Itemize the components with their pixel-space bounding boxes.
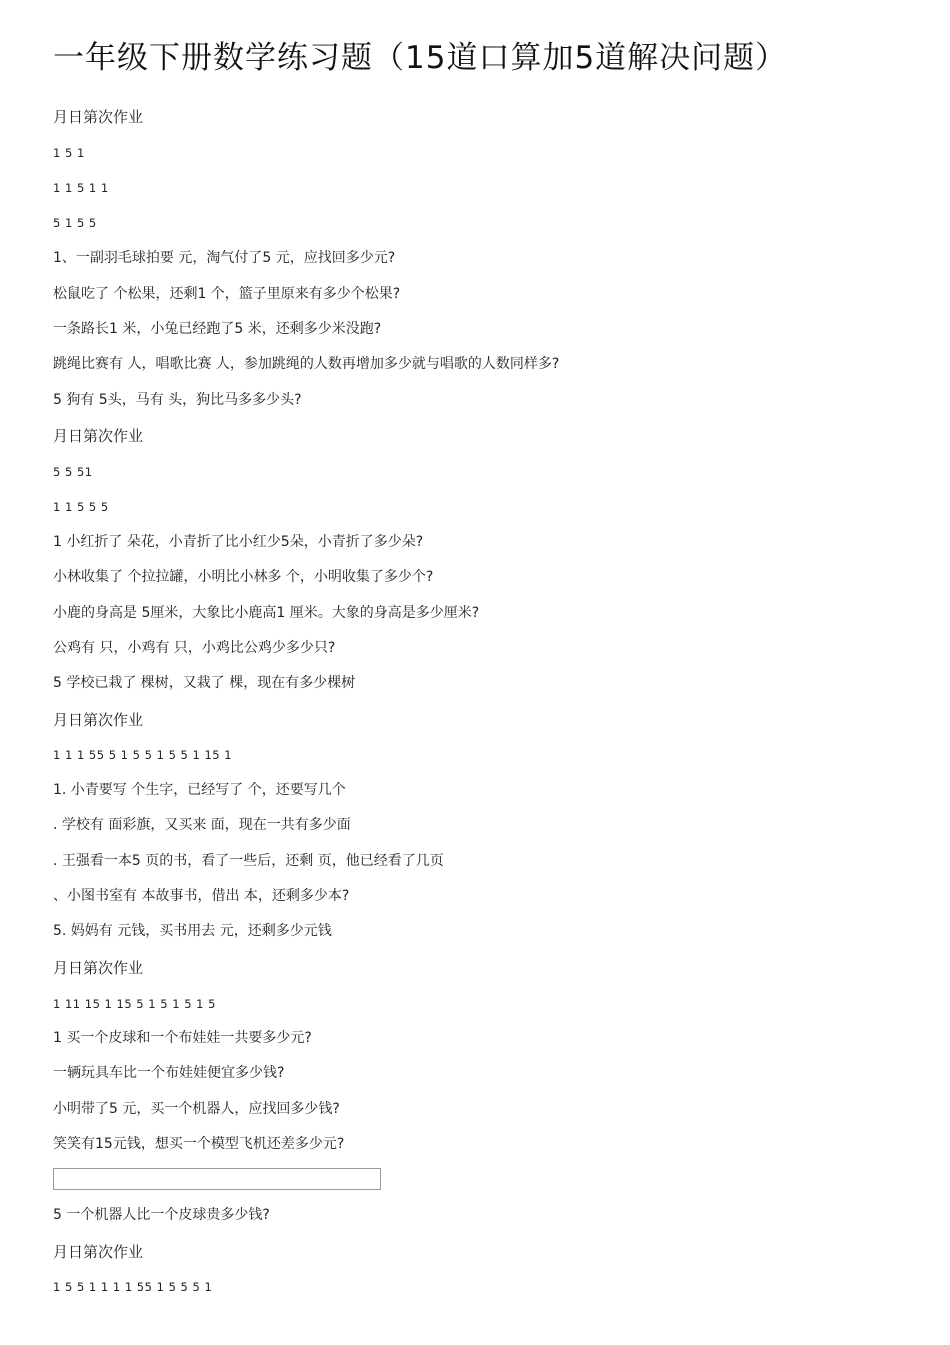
- assignment-header: 月日第次作业: [53, 959, 144, 977]
- word-problem: 跳绳比赛有 人，唱歌比赛 人，参加跳绳的人数再增加多少就与唱歌的人数同样多?: [53, 356, 560, 372]
- word-problem: 公鸡有 只，小鸡有 只，小鸡比公鸡少多少只?: [53, 640, 336, 656]
- word-problem: . 王强看一本5 页的书，看了一些后，还剩 页，他已经看了几页: [53, 853, 444, 869]
- assignment-header: 月日第次作业: [53, 711, 144, 729]
- garbled-arithmetic-line: 1 1 5 5 5: [53, 500, 109, 514]
- assignment-header: 月日第次作业: [53, 427, 144, 445]
- word-problem: 1. 小青要写 个生字，已经写了 个，还要写几个: [53, 782, 346, 798]
- word-problem: 、小图书室有 本故事书，借出 本，还剩多少本?: [53, 888, 350, 904]
- assignment-header: 月日第次作业: [53, 1243, 144, 1261]
- word-problem: 1、一副羽毛球拍要 元，淘气付了5 元，应找回多少元?: [53, 250, 396, 266]
- word-problem: 5 学校已栽了 棵树，又栽了 棵，现在有多少棵树: [53, 675, 356, 691]
- garbled-arithmetic-line: 1 5 1: [53, 146, 85, 160]
- word-problem: 松鼠吃了 个松果，还剩1 个，篮子里原来有多少个松果?: [53, 286, 401, 302]
- garbled-arithmetic-line: 5 1 5 5: [53, 216, 97, 230]
- word-problem: 5 狗有 5头，马有 头，狗比马多多少头?: [53, 392, 302, 408]
- word-problem: 5. 妈妈有 元钱，买书用去 元，还剩多少元钱: [53, 923, 332, 939]
- word-problem: 小明带了5 元，买一个机器人，应找回多少钱?: [53, 1101, 340, 1117]
- garbled-arithmetic-line: 1 1 5 1 1: [53, 181, 109, 195]
- assignment-header: 月日第次作业: [53, 108, 144, 126]
- word-problem: 1 小红折了 朵花，小青折了比小红少5朵，小青折了多少朵?: [53, 534, 424, 550]
- page-title: 一年级下册数学练习题（15道口算加5道解决问题）: [53, 40, 788, 76]
- blank-answer-box: [53, 1168, 381, 1190]
- garbled-arithmetic-line: 1 11 15 1 15 5 1 5 1 5 1 5: [53, 997, 216, 1011]
- word-problem: 一辆玩具车比一个布娃娃便宜多少钱?: [53, 1065, 285, 1081]
- word-problem: 小鹿的身高是 5厘米，大象比小鹿高1 厘米。大象的身高是多少厘米?: [53, 605, 480, 621]
- word-problem: . 学校有 面彩旗，又买来 面，现在一共有多少面: [53, 817, 351, 833]
- word-problem: 5 一个机器人比一个皮球贵多少钱?: [53, 1207, 270, 1223]
- garbled-arithmetic-line: 1 1 1 55 5 1 5 5 1 5 5 1 15 1: [53, 748, 233, 762]
- garbled-arithmetic-line: 5 5 51: [53, 465, 93, 479]
- word-problem: 1 买一个皮球和一个布娃娃一共要多少元?: [53, 1030, 312, 1046]
- word-problem: 笑笑有15元钱，想买一个模型飞机还差多少元?: [53, 1136, 345, 1152]
- word-problem: 一条路长1 米，小兔已经跑了5 米，还剩多少米没跑?: [53, 321, 382, 337]
- word-problem: 小林收集了 个拉拉罐，小明比小林多 个，小明收集了多少个?: [53, 569, 434, 585]
- garbled-arithmetic-line: 1 5 5 1 1 1 1 55 1 5 5 5 1: [53, 1280, 213, 1294]
